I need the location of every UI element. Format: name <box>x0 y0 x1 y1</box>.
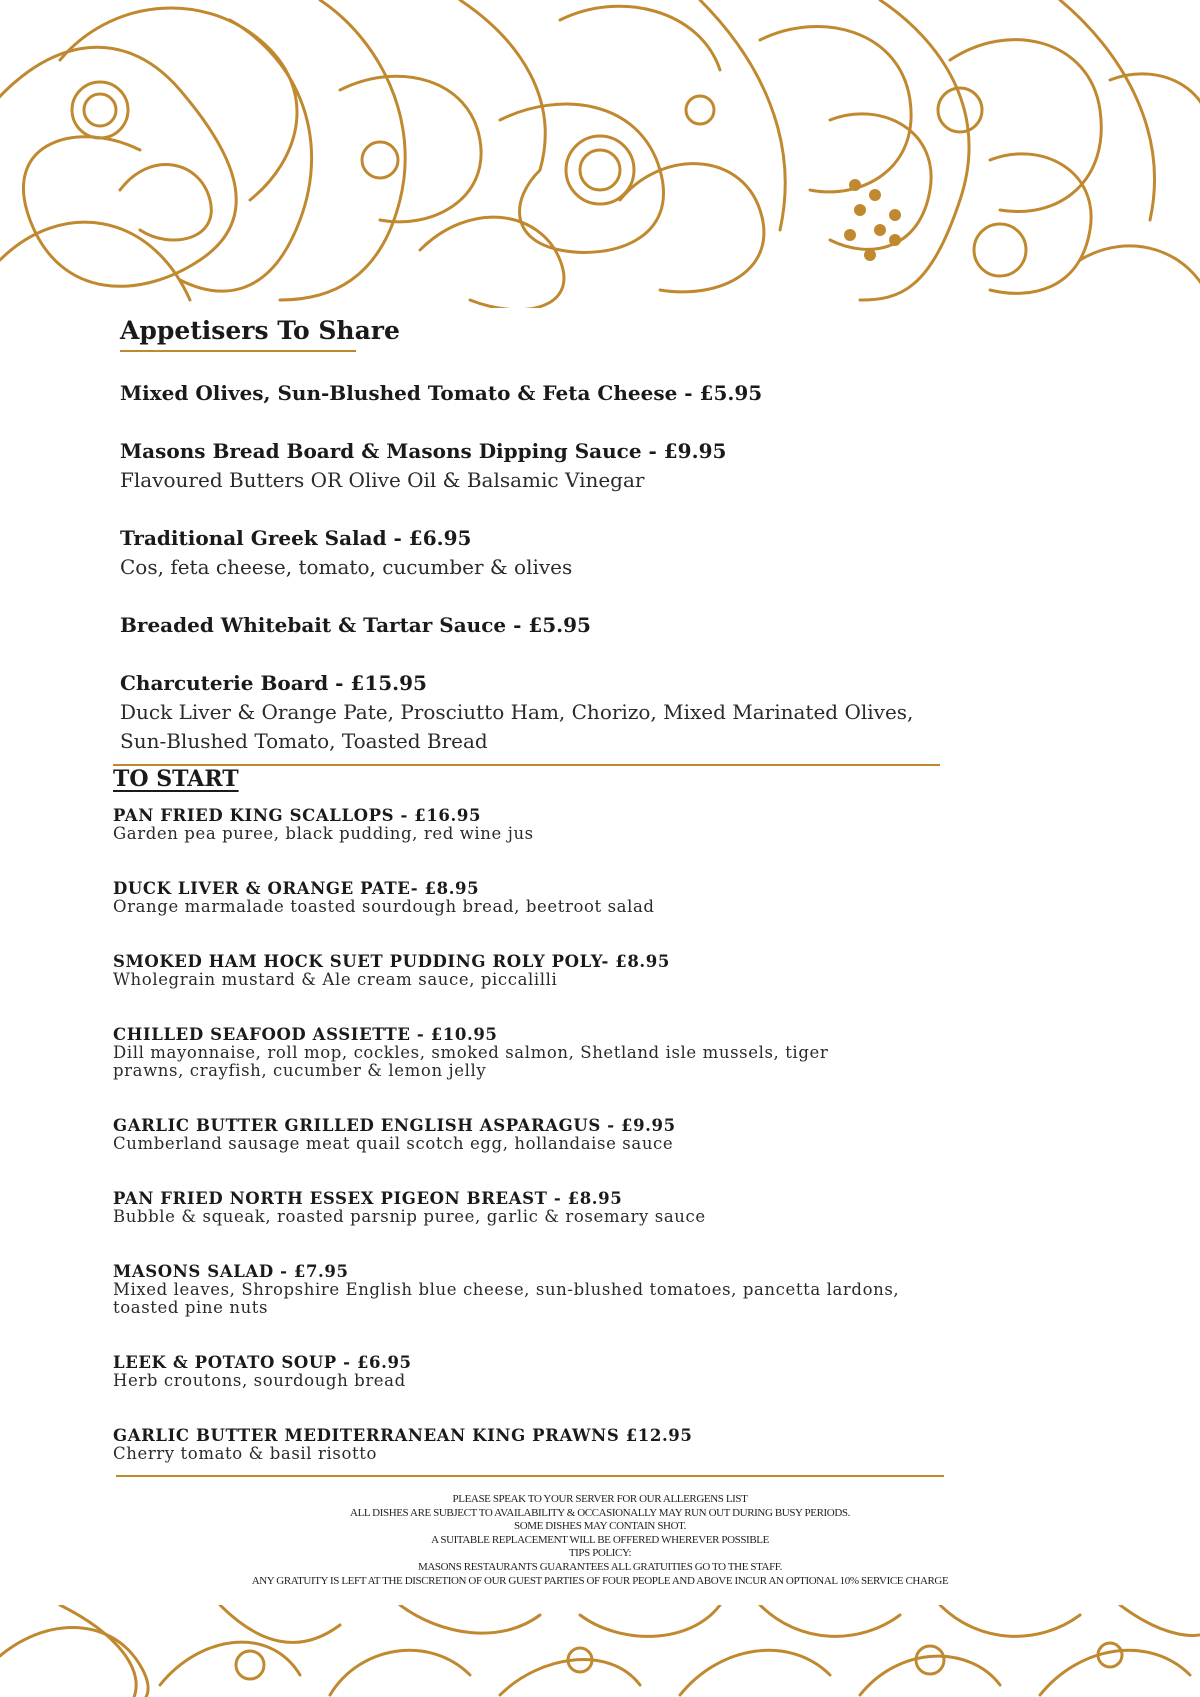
item-description: Mixed leaves, Shropshire English blue cheese, sun-blushed tomatoes, pancetta lardons, toasted pine nuts <box>113 1280 900 1317</box>
item-name: GARLIC BUTTER GRILLED ENGLISH ASPARAGUS - £9.95 <box>113 1116 676 1135</box>
item-name: MASONS SALAD - £7.95 <box>113 1262 349 1281</box>
footer-notes <box>0 1493 1200 1588</box>
item-description: Orange marmalade toasted sourdough bread, beetroot salad <box>113 897 655 916</box>
item-description: Wholegrain mustard & Ale cream sauce, piccalilli <box>113 970 558 989</box>
item-description: Herb croutons, sourdough bread <box>113 1371 406 1390</box>
list-item <box>120 378 940 408</box>
shot-note: SOME DISHES MAY CONTAIN SHOT. <box>514 1520 686 1533</box>
list-item <box>120 668 940 756</box>
top-paisley-banner <box>0 0 1200 308</box>
item-description: Cherry tomato & basil risotto <box>113 1444 377 1463</box>
list-item <box>113 1262 913 1353</box>
starters-list <box>113 806 913 1499</box>
service-charge-note: ANY GRATUITY IS LEFT AT THE DISCRETION OF OUR GUEST PARTIES OF FOUR PEOPLE AND ABOVE INCUR AN OPTIONAL 10% SERVICE CHARGE <box>251 1574 949 1587</box>
item-name: Breaded Whitebait & Tartar Sauce - £5.95 <box>120 613 591 637</box>
tips-policy-heading: TIPS POLICY: <box>568 1547 632 1560</box>
list-item <box>113 879 913 952</box>
paisley-pattern-icon <box>0 0 1200 308</box>
item-description: Cumberland sausage meat quail scotch egg, hollandaise sauce <box>113 1134 674 1153</box>
item-name: PAN FRIED KING SCALLOPS - £16.95 <box>113 806 482 825</box>
item-name: PAN FRIED NORTH ESSEX PIGEON BREAST - £8.95 <box>113 1189 623 1208</box>
list-item <box>113 1116 913 1189</box>
item-name: Traditional Greek Salad - £6.95 <box>120 526 472 550</box>
list-item <box>113 806 913 879</box>
item-name: GARLIC BUTTER MEDITERRANEAN KING PRAWNS £12.95 <box>113 1426 693 1445</box>
item-name: Charcuterie Board - £15.95 <box>120 671 427 695</box>
list-item <box>113 952 913 1025</box>
bottom-paisley-banner <box>0 1605 1200 1697</box>
item-description: Flavoured Butters OR Olive Oil & Balsamic Vinegar <box>120 468 645 492</box>
item-name: Mixed Olives, Sun-Blushed Tomato & Feta Cheese - £5.95 <box>120 381 763 405</box>
item-name: LEEK & POTATO SOUP - £6.95 <box>113 1353 412 1372</box>
item-description: Duck Liver & Orange Pate, Prosciutto Ham, Chorizo, Mixed Marinated Olives, Sun-Blushed Tomato, Toasted Bread <box>120 700 914 753</box>
appetisers-list <box>120 378 940 784</box>
item-name: CHILLED SEAFOOD ASSIETTE - £10.95 <box>113 1025 498 1044</box>
footer-divider <box>116 1475 944 1477</box>
gratuities-note: MASONS RESTAURANTS GUARANTEES ALL GRATUITIES GO TO THE STAFF. <box>417 1560 782 1573</box>
to-start-heading: TO START <box>113 766 239 792</box>
list-item <box>120 610 940 640</box>
list-item <box>113 1426 913 1499</box>
item-description: Dill mayonnaise, roll mop, cockles, smoked salmon, Shetland isle mussels, tiger prawns, crayfish, cucumber & lemon jelly <box>113 1043 829 1080</box>
item-description: Bubble & squeak, roasted parsnip puree, garlic & rosemary sauce <box>113 1207 706 1226</box>
availability-note: ALL DISHES ARE SUBJECT TO AVAILABILITY & OCCASIONALLY MAY RUN OUT DURING BUSY PERIODS. <box>350 1506 850 1519</box>
replacement-note: A SUITABLE REPLACEMENT WILL BE OFFERED WHEREVER POSSIBLE <box>431 1533 769 1546</box>
list-item <box>113 1025 913 1116</box>
appetisers-underline <box>120 350 356 352</box>
list-item <box>113 1353 913 1426</box>
allergens-note: PLEASE SPEAK TO YOUR SERVER FOR OUR ALLERGENS LIST <box>452 1493 748 1505</box>
item-description: Cos, feta cheese, tomato, cucumber & olives <box>120 555 573 579</box>
paisley-pattern-icon <box>0 1605 1200 1697</box>
item-name: DUCK LIVER & ORANGE PATE- £8.95 <box>113 879 480 898</box>
list-item <box>113 1189 913 1262</box>
list-item <box>120 436 940 495</box>
list-item <box>120 523 940 582</box>
item-name: SMOKED HAM HOCK SUET PUDDING ROLY POLY- £8.95 <box>113 952 670 971</box>
item-name: Masons Bread Board & Masons Dipping Sauce - £9.95 <box>120 439 727 463</box>
item-description: Garden pea puree, black pudding, red wine jus <box>113 824 534 843</box>
appetisers-heading: Appetisers To Share <box>120 316 400 345</box>
